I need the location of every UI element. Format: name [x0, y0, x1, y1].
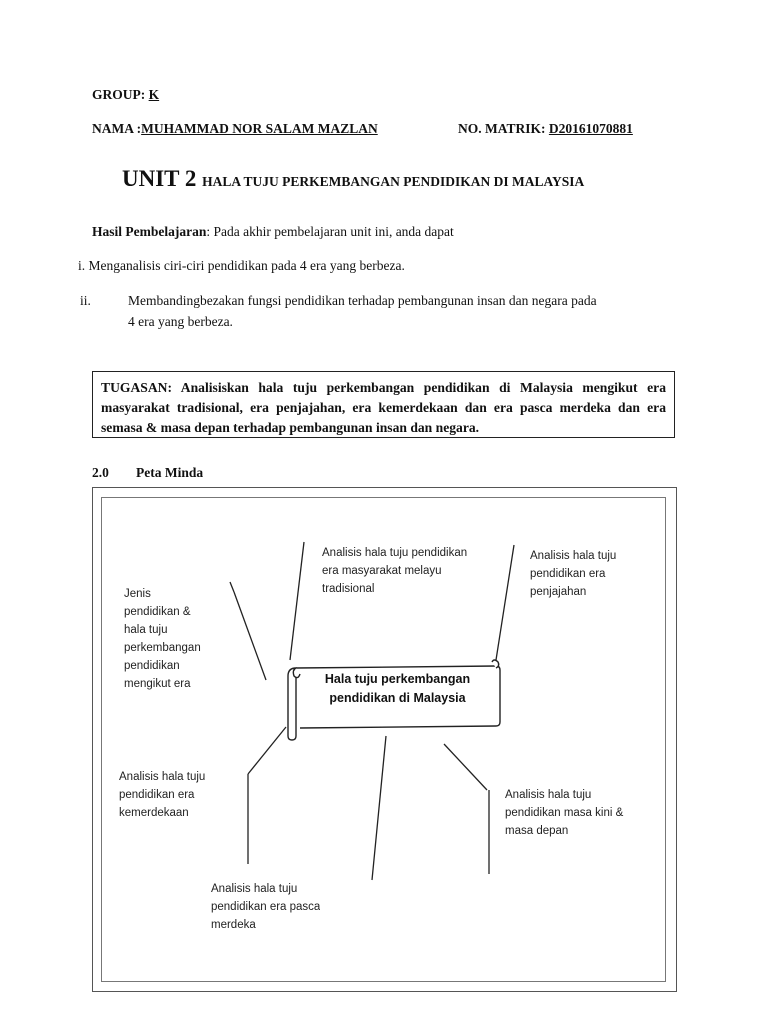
node-jenis-line: Jenis [124, 588, 151, 600]
node-jenis-line: pendidikan & [124, 606, 191, 618]
matrik-label: NO. MATRIK: [458, 121, 549, 136]
section-title: Peta Minda [136, 465, 204, 480]
center-line-1: Hala tuju perkembangan [324, 672, 471, 686]
node-masakini-line: Analisis hala tuju [505, 789, 592, 801]
connector-kemerdekaan [248, 727, 286, 774]
node-penjajahan-line: pendidikan era [530, 568, 606, 580]
learning-item-2-line1: Membandingbezakan fungsi pendidikan terhadap pembangunan insan dan negara pada [128, 293, 597, 308]
group-value: K [148, 87, 160, 102]
node-jenis-line: pendidikan [124, 660, 180, 672]
learning-item-1: i. Menganalisis ciri-ciri pendidikan pada 4 era yang berbeza. [78, 258, 405, 273]
node-penjajahan-line: penjajahan [530, 586, 587, 598]
matrik-value: D20161070881 [548, 121, 633, 136]
mindmap-node-penjajahan [530, 547, 616, 601]
node-jenis-line: hala tuju [124, 624, 168, 636]
unit-subtitle: HALA TUJU PERKEMBANGAN PENDIDIKAN DI MALAYSIA [202, 174, 585, 189]
connector-pasca [372, 736, 386, 880]
section-number: 2.0 [92, 465, 109, 480]
connector-masakini [444, 744, 487, 790]
mindmap-center-node [300, 670, 495, 708]
connector-jenis [234, 592, 266, 680]
node-penjajahan-line: Analisis hala tuju [530, 550, 617, 562]
node-tradisional-line: tradisional [322, 583, 375, 595]
center-line-2: pendidikan di Malaysia [329, 691, 466, 705]
mindmap-node-kemerdekaan [119, 768, 205, 822]
learning-text: : Pada akhir pembelajaran unit ini, anda dapat [206, 224, 454, 239]
node-tradisional-line: Analisis hala tuju pendidikan [322, 547, 468, 559]
node-jenis-line: perkembangan [124, 642, 201, 654]
mindmap-node-tradisional [322, 544, 467, 598]
connector-jenis-tick [230, 582, 234, 592]
nama-value: MUHAMMAD NOR SALAM MAZLAN [141, 121, 378, 136]
task-text: TUGASAN: Analisiskan hala tuju perkembangan pendidikan di Malaysia mengikut era masyarakat tradisional, era penjajahan, era kemerdekaan dan era pasca merdeka dan era semasa & masa depan terhadap pembangunan insan dan negara. [101, 380, 666, 435]
mindmap-node-jenis [124, 585, 201, 693]
node-pasca-line: pendidikan era pasca [211, 901, 321, 913]
unit-label: UNIT 2 [122, 166, 203, 191]
node-masakini-line: pendidikan masa kini & [505, 807, 624, 819]
nama-label: NAMA : [92, 121, 142, 136]
connector-penjajahan [496, 545, 514, 660]
connector-tradisional [290, 542, 304, 660]
learning-item-2-number: ii. [80, 293, 91, 308]
learning-item-2-line2: 4 era yang berbeza. [128, 314, 233, 329]
node-kemerdekaan-line: Analisis hala tuju [119, 771, 206, 783]
node-kemerdekaan-line: kemerdekaan [119, 807, 189, 819]
node-pasca-line: merdeka [211, 919, 256, 931]
mindmap-node-masakini [505, 786, 623, 840]
learning-label: Hasil Pembelajaran [92, 224, 207, 239]
node-jenis-line: mengikut era [124, 678, 191, 690]
node-kemerdekaan-line: pendidikan era [119, 789, 195, 801]
node-pasca-line: Analisis hala tuju [211, 883, 298, 895]
group-label: GROUP: [92, 87, 149, 102]
mindmap-node-pasca [211, 880, 320, 932]
node-tradisional-line: era masyarakat melayu [322, 565, 442, 577]
node-masakini-line: masa depan [505, 825, 569, 837]
